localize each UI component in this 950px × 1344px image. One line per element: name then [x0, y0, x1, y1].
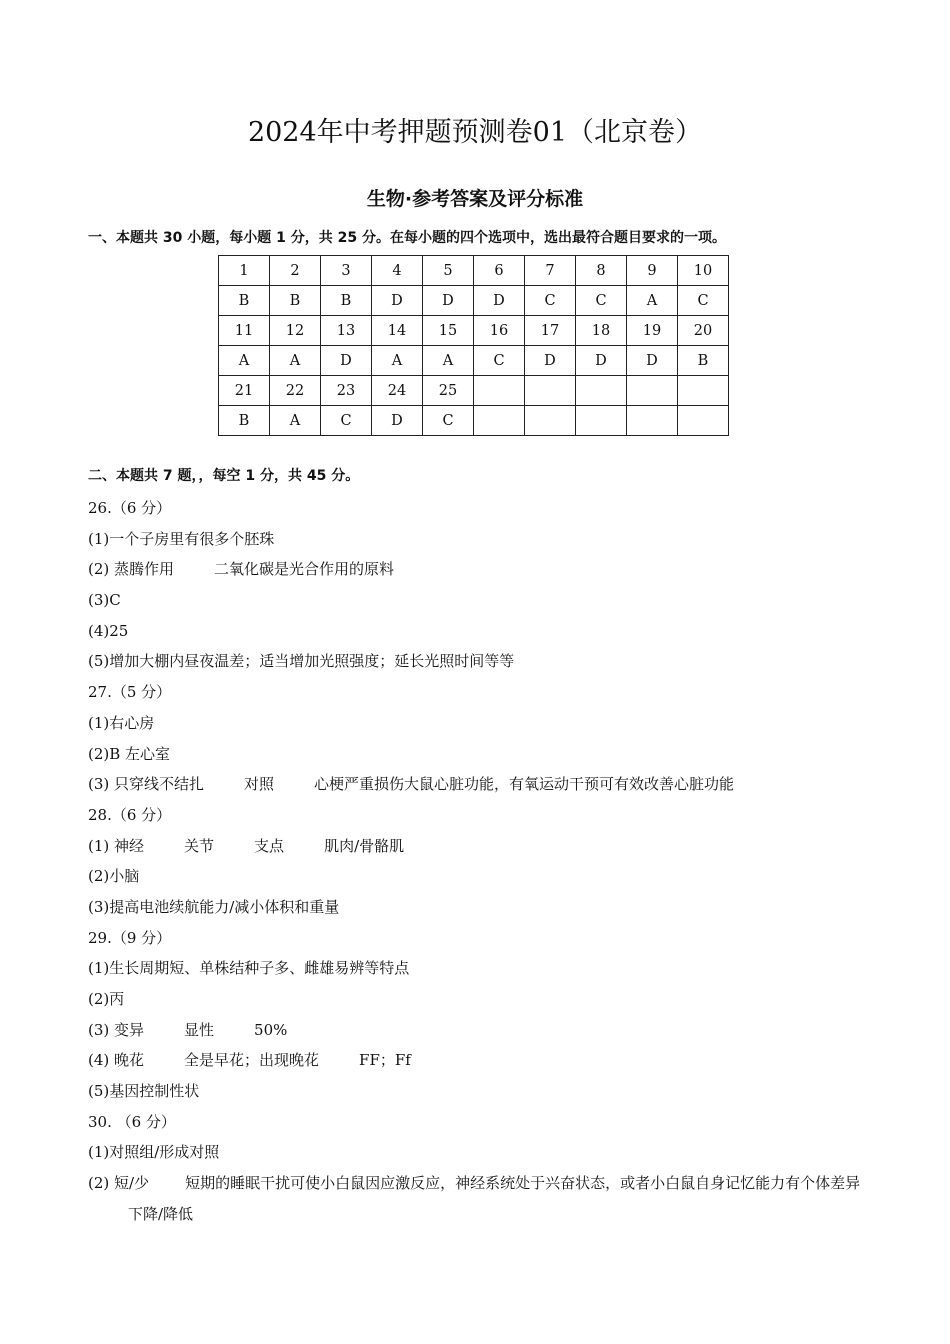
table-cell: 7	[525, 256, 576, 286]
table-cell: B	[321, 286, 372, 316]
table-cell: B	[219, 406, 270, 436]
table-cell: C	[423, 406, 474, 436]
table-cell: D	[423, 286, 474, 316]
q29-answer-3	[88, 1015, 878, 1046]
question-30-header: 30. （6 分）	[88, 1112, 176, 1131]
table-cell: A	[270, 346, 321, 376]
table-cell: 2	[270, 256, 321, 286]
table-cell: D	[576, 346, 627, 376]
table-cell: 16	[474, 316, 525, 346]
page-subtitle: 生物·参考答案及评分标准	[366, 188, 584, 210]
table-cell: D	[321, 346, 372, 376]
q26-answer-3: (3)C	[88, 591, 121, 610]
table-cell: 5	[423, 256, 474, 286]
table-cell: A	[372, 346, 423, 376]
question-28-header: 28.（6 分）	[88, 805, 172, 824]
q29-answer-2: (2)丙	[88, 990, 125, 1008]
table-cell: C	[678, 286, 729, 316]
table-cell: C	[321, 406, 372, 436]
table-cell: A	[627, 286, 678, 316]
table-cell	[627, 376, 678, 406]
table-cell	[525, 376, 576, 406]
q28-answer-1-part-3: 支点	[254, 836, 285, 855]
table-cell: A	[423, 346, 474, 376]
table-cell: 19	[627, 316, 678, 346]
q28-answer-3: (3)提高电池续航能力/减小体积和重量	[88, 897, 340, 916]
question-27-header: 27.（5 分）	[88, 683, 172, 702]
table-cell	[474, 406, 525, 436]
answer-list	[88, 493, 878, 1230]
q27-answer-2: (2)B 左心室	[88, 744, 171, 763]
table-cell: 23	[321, 376, 372, 406]
q27-answer-3-part-2: 对照	[244, 775, 275, 794]
table-cell: 9	[627, 256, 678, 286]
q27-answer-1: (1)右心房	[88, 713, 155, 732]
table-cell: D	[372, 406, 423, 436]
table-cell: 21	[219, 376, 270, 406]
question-29-header: 29.（9 分）	[88, 928, 172, 947]
table-cell: D	[474, 286, 525, 316]
table-cell: B	[219, 286, 270, 316]
q29-answer-3-part-3: 50%	[254, 1020, 288, 1039]
q27-answer-3	[88, 769, 878, 800]
q28-answer-1	[88, 831, 878, 862]
q29-answer-4-part-2: 全是早花；出现晚花	[184, 1051, 320, 1070]
table-cell: 18	[576, 316, 627, 346]
q29-answer-5: (5)基因控制性状	[88, 1082, 200, 1101]
table-cell: 4	[372, 256, 423, 286]
table-cell: 22	[270, 376, 321, 406]
table-cell: D	[372, 286, 423, 316]
q27-answer-3-part-1: (3) 只穿线不结扎	[88, 775, 205, 794]
table-cell	[474, 376, 525, 406]
table-cell: A	[270, 406, 321, 436]
table-cell: 11	[219, 316, 270, 346]
table-cell: 20	[678, 316, 729, 346]
table-row	[219, 256, 729, 286]
table-cell: 6	[474, 256, 525, 286]
q28-answer-1-part-4: 肌肉/骨骼肌	[324, 836, 405, 855]
q26-answer-5: (5)增加大棚内昼夜温差；适当增加光照强度；延长光照时间等等	[88, 652, 515, 671]
table-cell: 15	[423, 316, 474, 346]
table-cell: D	[627, 346, 678, 376]
table-cell: 25	[423, 376, 474, 406]
q28-answer-1-part-1: (1) 神经	[88, 836, 145, 855]
q26-answer-4: (4)25	[88, 621, 129, 640]
q29-answer-3-part-1: (3) 变异	[88, 1020, 145, 1039]
q26-answer-2-part-1: (2) 蒸腾作用	[88, 560, 175, 579]
table-cell: 1	[219, 256, 270, 286]
q28-answer-1-part-2: 关节	[184, 836, 215, 855]
page-title: 2024年中考押题预测卷01（北京卷）	[247, 117, 703, 148]
q26-answer-2	[88, 554, 878, 585]
table-cell: C	[525, 286, 576, 316]
table-cell: B	[270, 286, 321, 316]
q26-answer-2-part-2: 二氧化碳是光合作用的原料	[214, 560, 395, 579]
q28-answer-2: (2)小脑	[88, 867, 140, 886]
section-2-heading: 二、本题共 7 题，，每空 1 分，共 45 分。	[88, 468, 360, 484]
q29-answer-1: (1)生长周期短、单株结种子多、雌雄易辨等特点	[88, 959, 410, 978]
q29-answer-4-part-1: (4) 晚花	[88, 1051, 145, 1070]
table-row	[219, 406, 729, 436]
table-cell	[678, 376, 729, 406]
table-cell: C	[576, 286, 627, 316]
table-cell	[576, 406, 627, 436]
q29-answer-3-part-2: 显性	[184, 1020, 215, 1039]
table-cell: 17	[525, 316, 576, 346]
q27-answer-3-part-3: 心梗严重损伤大鼠心脏功能，有氧运动干预可有效改善心脏功能	[314, 775, 735, 794]
table-cell: 3	[321, 256, 372, 286]
table-cell	[576, 376, 627, 406]
table-cell	[627, 406, 678, 436]
q30-answer-2-part-2: 短期的睡眠干扰可使小白鼠因应激反应，神经系统处于兴奋状态，或者小白鼠自身记忆能力有个体差异	[185, 1174, 861, 1193]
q30-answer-2-part-1: (2) 短/少	[88, 1174, 150, 1193]
q29-answer-4	[88, 1045, 878, 1076]
table-cell: D	[525, 346, 576, 376]
q30-answer-2	[88, 1168, 878, 1229]
table-cell: 24	[372, 376, 423, 406]
answer-table	[218, 255, 729, 436]
table-row	[219, 316, 729, 346]
table-cell: B	[678, 346, 729, 376]
q30-answer-2-part-3: 下降/降低	[128, 1204, 194, 1223]
q30-answer-1: (1)对照组/形成对照	[88, 1143, 220, 1162]
table-cell: C	[474, 346, 525, 376]
table-row	[219, 376, 729, 406]
table-cell: 14	[372, 316, 423, 346]
table-cell: 8	[576, 256, 627, 286]
table-cell	[678, 406, 729, 436]
q26-answer-1: (1)一个子房里有很多个胚珠	[88, 529, 275, 548]
q29-answer-4-part-3: FF；Ff	[359, 1051, 411, 1070]
table-cell	[525, 406, 576, 436]
table-cell: 10	[678, 256, 729, 286]
section-1-heading: 一、本题共 30 小题，每小题 1 分，共 25 分。在每小题的四个选项中，选出最符合题目要求的一项。	[88, 230, 726, 246]
table-cell: 12	[270, 316, 321, 346]
table-cell: A	[219, 346, 270, 376]
table-row	[219, 346, 729, 376]
table-row	[219, 286, 729, 316]
table-cell: 13	[321, 316, 372, 346]
question-26-header: 26.（6 分）	[88, 499, 172, 517]
